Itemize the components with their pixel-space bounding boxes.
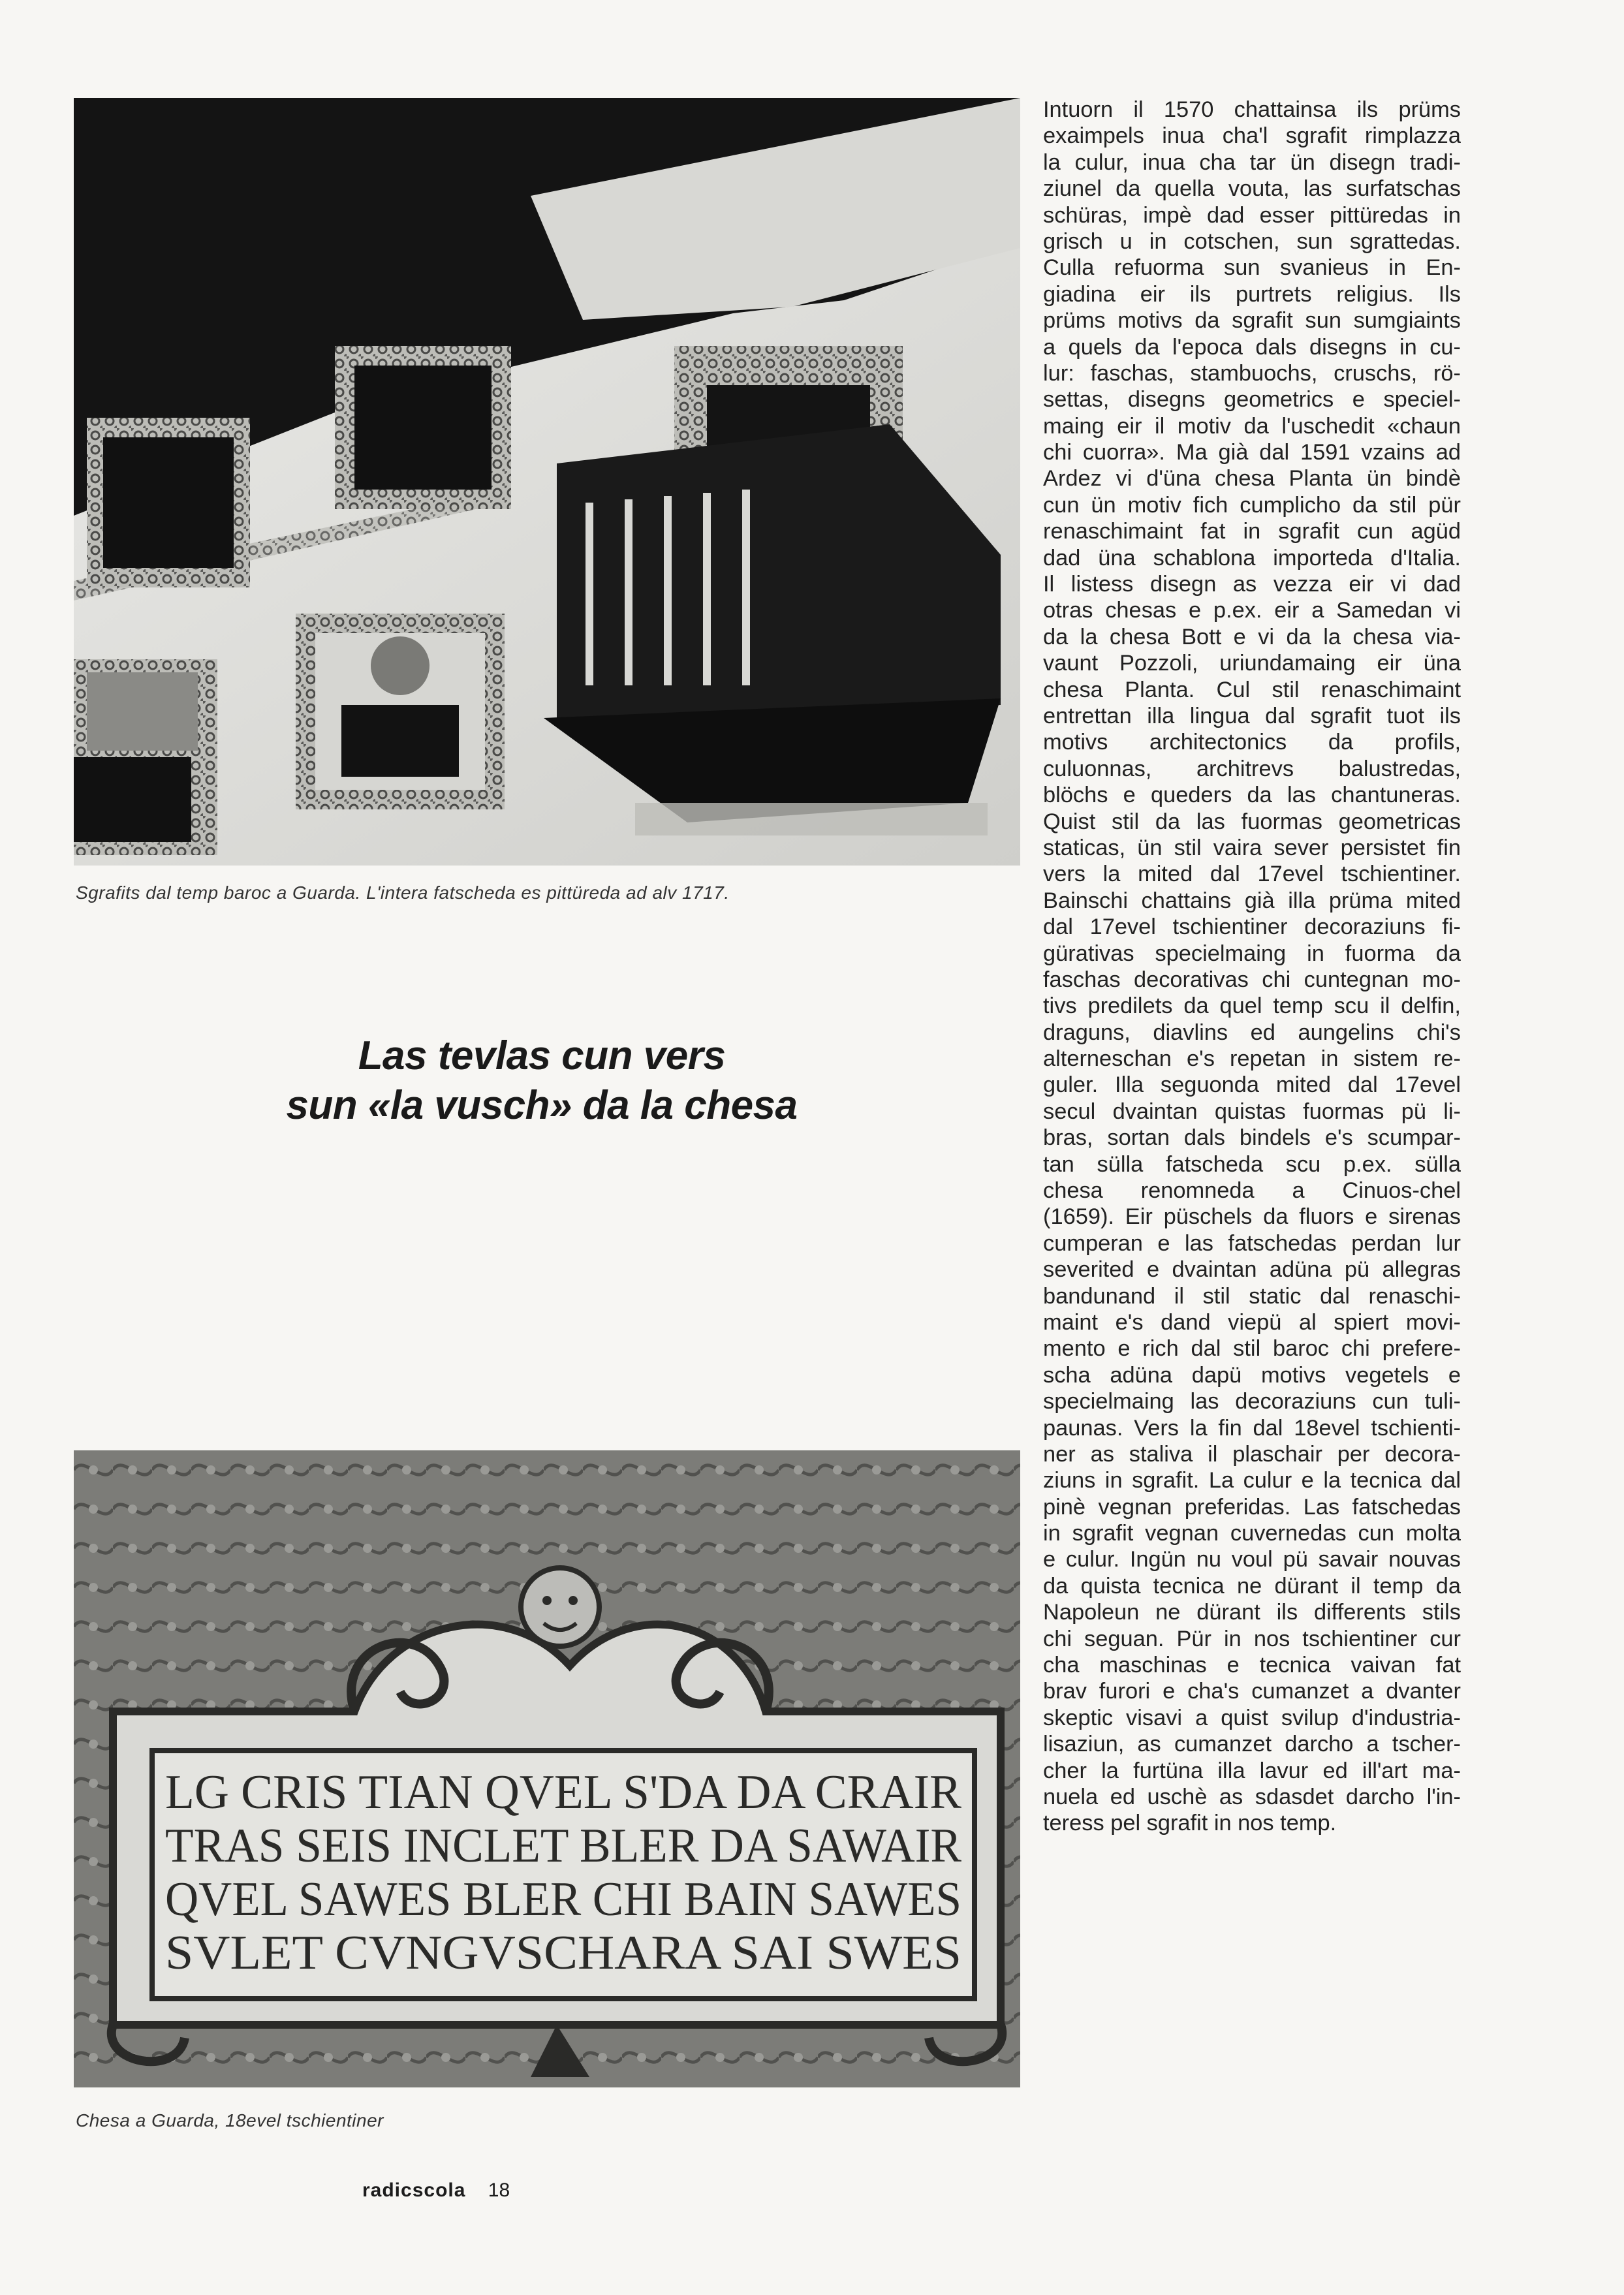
body-line: Il listess disegn as vezza eir vi dad [1043, 572, 1461, 597]
body-line: chesa renomneda a Cinuos-chel [1043, 1178, 1461, 1204]
body-line: mento e rich dal stil baroc chi prefere- [1043, 1336, 1461, 1362]
body-line: grisch u in cotschen, sun sgrattedas. [1043, 228, 1461, 254]
body-line: specielmaing las decoraziuns cun tuli- [1043, 1389, 1461, 1414]
body-line: a quels da l'epoca dals disegns in cu- [1043, 334, 1461, 360]
body-line: nuela ed uschè as sdasdet darcho l'in- [1043, 1785, 1461, 1809]
inscription-line-3: QVEL SAWES BLER CHI BAIN SAWES [165, 1873, 961, 1926]
body-line: tan sülla fatscheda scu p.ex. sülla [1043, 1151, 1461, 1177]
body-line: faschas decorativas chi cuntegnan mo- [1043, 967, 1461, 992]
inscription-line-4: SVLET CVNGVSCHARA SAI SWES [165, 1926, 961, 1980]
body-line: alterneschan e's repetan in sistem re- [1043, 1046, 1461, 1072]
body-line: Quist stil da las fuormas geometricas [1043, 809, 1461, 834]
inscription-line-2: TRAS SEIS INCLET BLER DA SAWAIR [165, 1819, 962, 1873]
body-line: cher la furtüna illa lavur ed ill'art ma- [1043, 1758, 1461, 1783]
body-line: motivs architectonics da profils, [1043, 730, 1461, 755]
body-line: bras, sortan dals bindels e's scumpar- [1043, 1125, 1461, 1151]
body-line: Intuorn il 1570 chattainsa ils prüms [1043, 97, 1461, 122]
body-line: vers la mited dal 17evel tschientiner. [1043, 862, 1461, 887]
body-line: bandunand il stil static dal renaschi- [1043, 1283, 1461, 1309]
body-line: lisaziun, as cumanzet darcho a tscher- [1043, 1732, 1461, 1757]
body-line: ziuns in sgrafit. La culur e la tecnica dal [1043, 1468, 1461, 1493]
body-line: Ardez vi d'üna chesa Planta ün bindè [1043, 466, 1461, 492]
body-line: e culur. Ingün nu voul pü savair nouvas [1043, 1547, 1461, 1572]
facade-photo [74, 98, 1020, 866]
page-number: 18 [488, 2179, 510, 2201]
body-line: renaschimaint fat in sgrafit cun agüd [1043, 519, 1461, 544]
body-line: pinè vegnan preferidas. Las fatschedas [1043, 1494, 1461, 1520]
body-line: ner as staliva il plaschair per decora- [1043, 1441, 1461, 1467]
body-line: settas, disegns geometrics e speciel- [1043, 387, 1461, 413]
body-line: chesa Planta. Cul stil renaschimaint [1043, 677, 1461, 702]
inscription-photo [74, 1450, 1020, 2087]
body-line: cun ün motiv fich cumplicho da stil pür [1043, 492, 1461, 518]
body-line: staticas, ün stil vaira sever persistet fin [1043, 835, 1461, 860]
headline-line-1: Las tevlas cun vers [358, 1033, 726, 1078]
page-footer [362, 2179, 510, 2202]
body-line: dad üna schablona importeda d'Italia. [1043, 545, 1461, 570]
body-line: Napoleun ne dürant ils differents stils [1043, 1600, 1461, 1625]
photo-caption-bottom: Chesa a Guarda, 18evel tschientiner [76, 2110, 384, 2131]
inscription-line-1: LG CRIS TIAN QVEL S'DA DA CRAIR [165, 1766, 962, 1819]
body-line: skeptic visavi a quist svilup d'industria- [1043, 1705, 1461, 1730]
headline-line-2: sun «la vusch» da la chesa [286, 1083, 798, 1128]
body-line: draguns, diavlins ed aungelins chi's [1043, 1020, 1461, 1045]
body-line: prüms motivs da sgrafit sun sumgiaints [1043, 308, 1461, 334]
body-line: brav furori e cha's cumanzet a dvanter [1043, 1679, 1461, 1704]
body-line: culuonnas, architrevs balustredas, [1043, 756, 1461, 781]
body-line: da la chesa Bott e vi da la chesa via- [1043, 624, 1461, 649]
body-line: schüras, impè dad esser pittüredas in [1043, 202, 1461, 228]
body-line: otras chesas e p.ex. eir a Samedan vi [1043, 598, 1461, 623]
body-line: entrettan illa lingua dal sgrafit tuot ils [1043, 703, 1461, 728]
body-line: in sgrafit vegnan cuvernedas cun molta [1043, 1521, 1461, 1546]
body-line: ziunel da quella vouta, las surfatschas [1043, 176, 1461, 202]
body-line: la culur, inua cha tar ün disegn tradi- [1043, 149, 1461, 175]
body-line: paunas. Vers la fin dal 18evel tschienti- [1043, 1415, 1461, 1441]
body-line: secul dvaintan quistas fuormas pü li- [1043, 1099, 1461, 1124]
body-line: giadina eir ils purtrets religius. Ils [1043, 281, 1461, 307]
body-line: maint e's dand viepü al spiert movi- [1043, 1309, 1461, 1335]
body-line: vaunt Pozzoli, uriundamaing eir üna [1043, 651, 1461, 676]
body-line: chi seguan. Pür in nos tschientiner cur [1043, 1626, 1461, 1651]
body-line: scha adüna dapü motivs vegetels e [1043, 1362, 1461, 1388]
body-line: cumperan e las fatschedas perdan lur [1043, 1230, 1461, 1256]
body-line: da quista tecnica ne dürant il temp da [1043, 1573, 1461, 1599]
body-line: exaimpels inua cha'l sgrafit rimplazza [1043, 123, 1461, 149]
body-line: gürativas specielmaing in fuorma da [1043, 941, 1461, 966]
body-line: chi cuorra». Ma già dal 1591 vzains ad [1043, 440, 1461, 465]
body-line: lur: faschas, stambuochs, cruschs, rö- [1043, 360, 1461, 386]
body-line: blöchs e queders da las chantuneras. [1043, 783, 1461, 808]
body-line: Bainschi chattains già illa prüma mited [1043, 888, 1461, 913]
publication-name: radicscola [362, 2179, 466, 2201]
article-headline [215, 1031, 868, 1131]
article-body [1043, 97, 1461, 1837]
body-line: guler. Illa seguonda mited dal 17evel [1043, 1072, 1461, 1098]
body-line: dal 17evel tschientiner decoraziuns fi- [1043, 914, 1461, 940]
body-line: cha maschinas e tecnica vaivan fat [1043, 1653, 1461, 1678]
body-line: maing eir il motiv da l'uschedit «chaun [1043, 413, 1461, 439]
body-line: (1659). Eir püschels da fluors e sirenas [1043, 1204, 1461, 1230]
body-line: Culla refuorma sun svanieus in En- [1043, 255, 1461, 281]
body-line: tivs predilets da quel temp scu il delfin, [1043, 993, 1461, 1019]
photo-caption-top: Sgrafits dal temp baroc a Guarda. L'intera fatscheda es pittüreda ad alv 1717. [76, 882, 730, 903]
body-line: teress pel sgrafit in nos temp. [1043, 1811, 1337, 1836]
body-line: severited e dvaintan adüna pü allegras [1043, 1257, 1461, 1283]
